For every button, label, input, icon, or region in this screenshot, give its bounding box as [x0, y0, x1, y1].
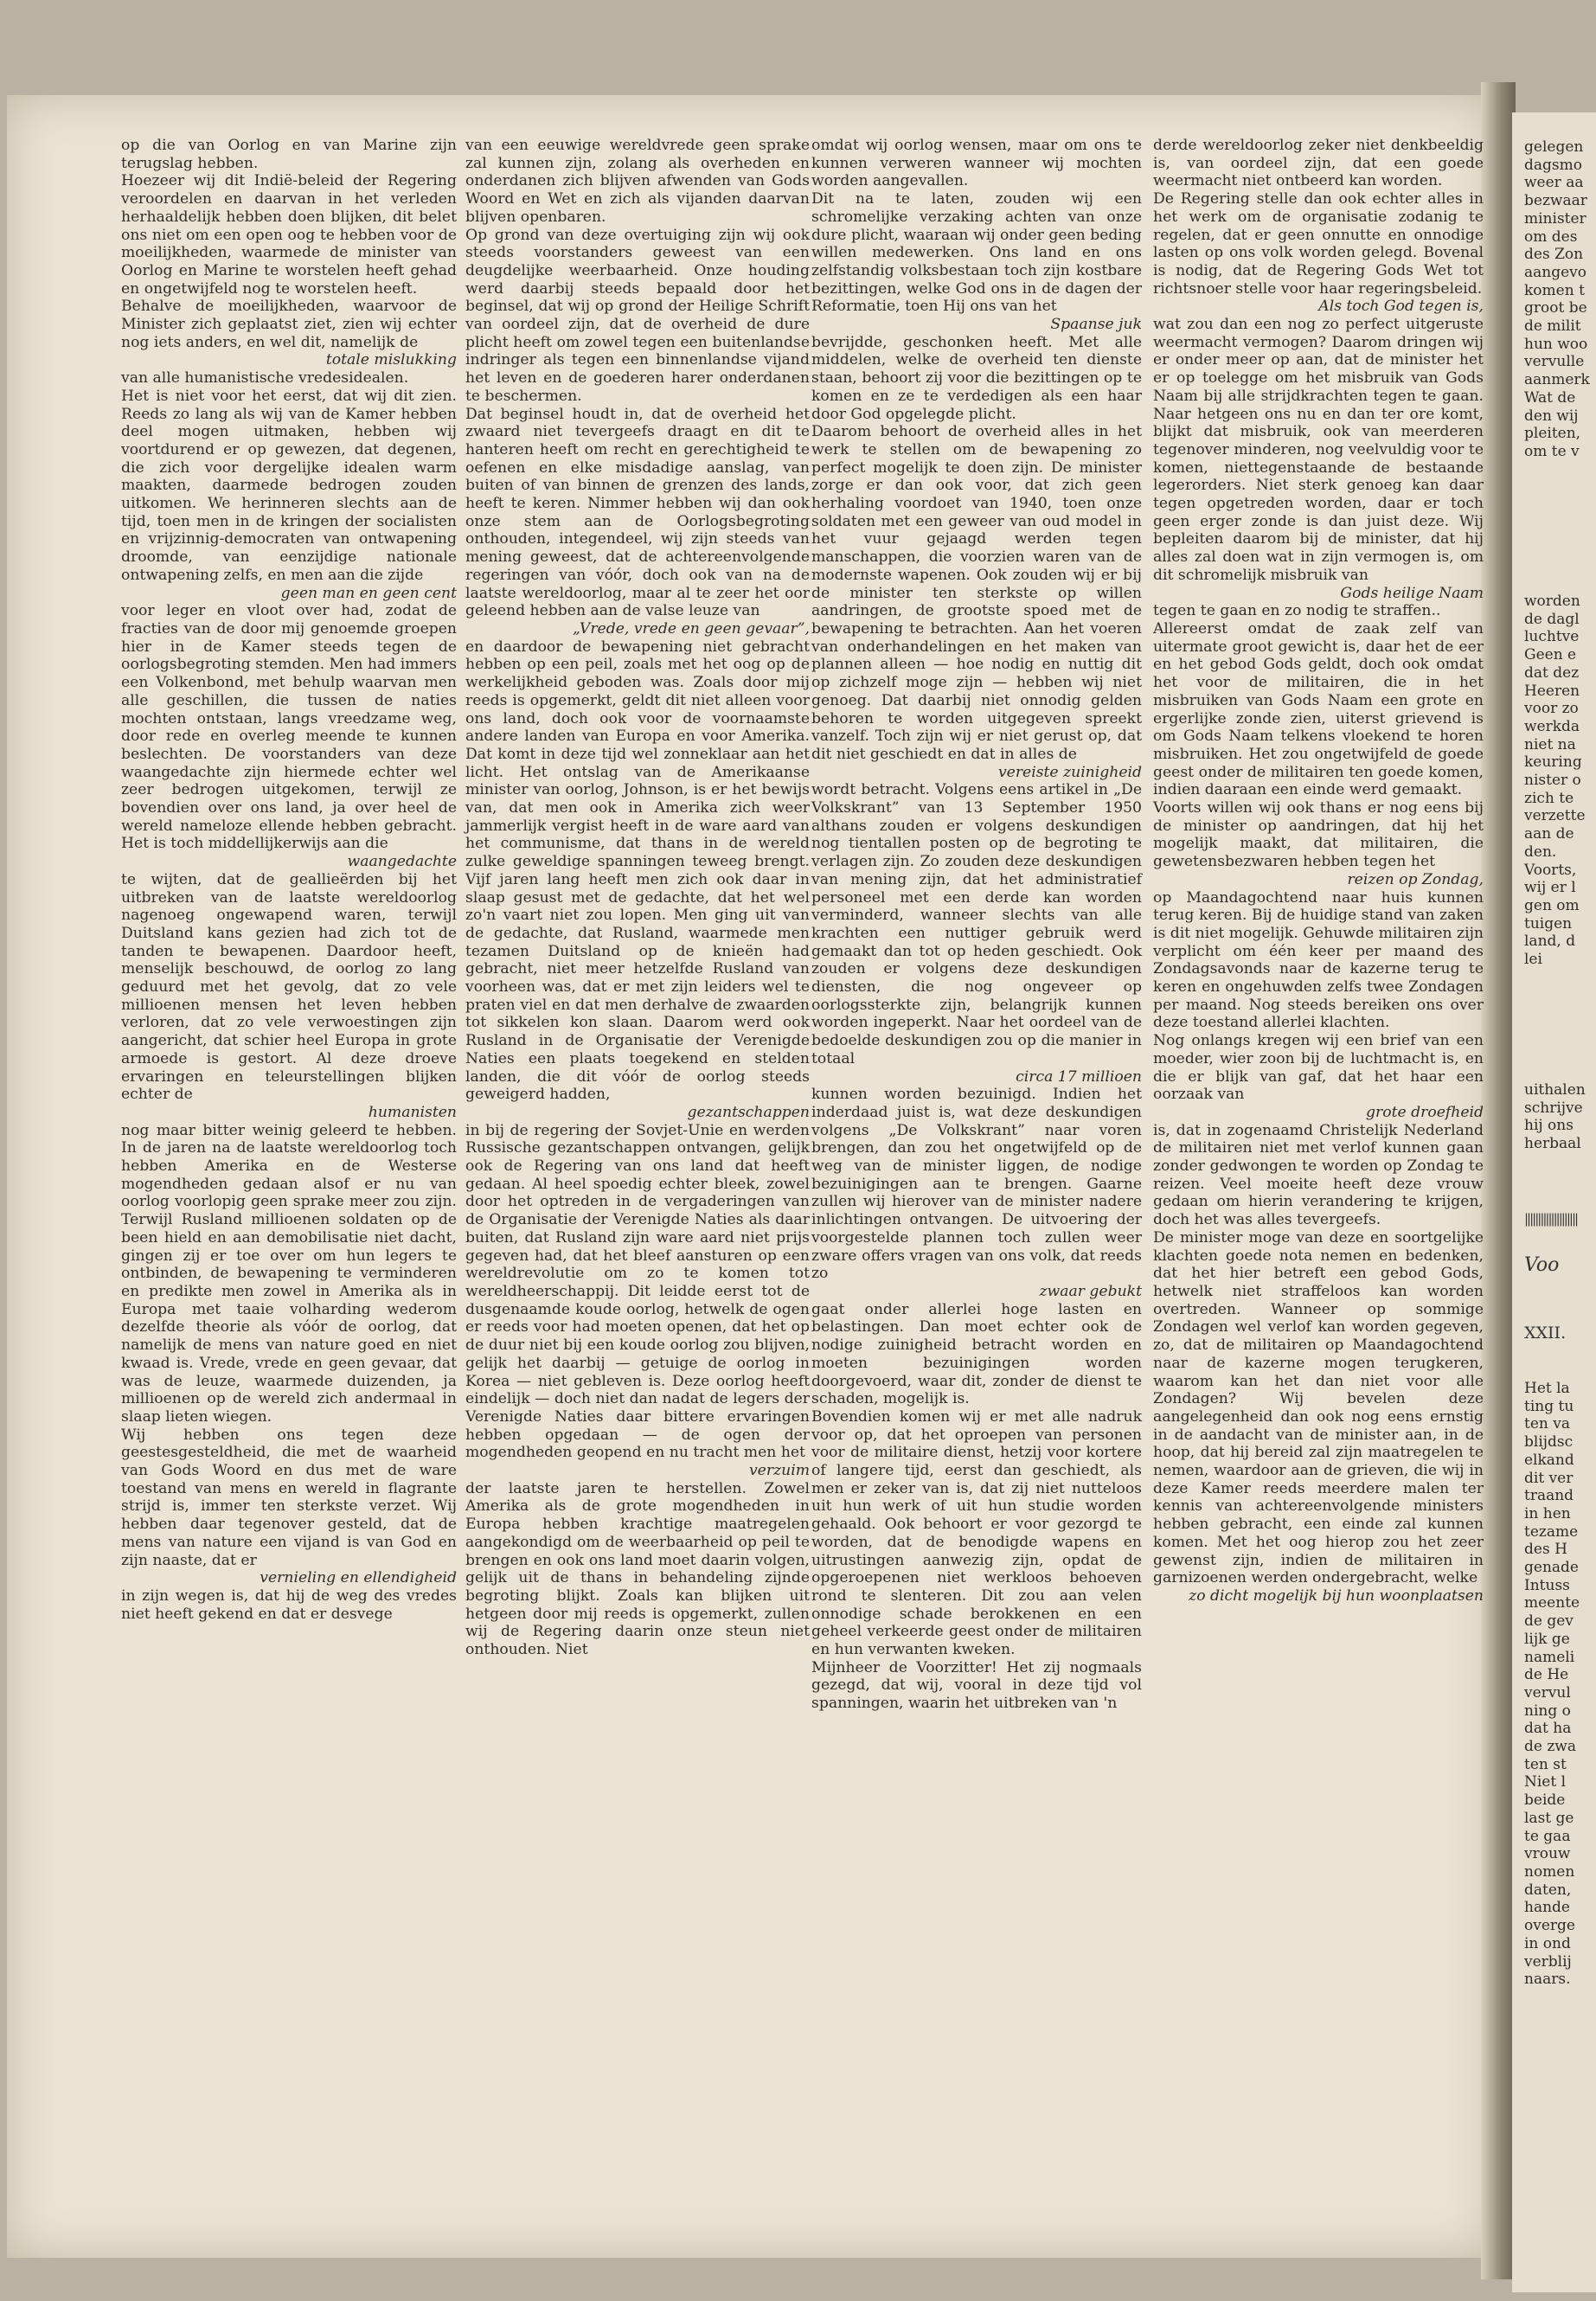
paragraph: Behalve de moeilijkheden, waarvoor de Minister zich geplaatst ziet, zien wij echter nog iets anders, en wel dit, namelijk de [121, 298, 457, 351]
paragraph: is, dat in zogenaamd Christelijk Nederland de militairen niet met verlof kunnen gaan zonder gedwongen te worden op Zondag te reizen. Veel moeite heeft deze vrouw gedaan om hierin verandering te krijgen, doch het was alles tevergeefs. [1153, 1121, 1484, 1229]
paragraph: in bij de regering der Sovjet-Unie en werden Russische gezantschappen ontvangen, gelijk ook de Regering van ons land dat heeft gedaan. Al heel spoedig echter bleek, zowel door het optreden in de vergaderingen van de Organisatie der Verenigde Naties als daar buiten, dat Rusland zijn ware aard niet prijs gegeven had, dat het bleef aansturen op een wereldrevolutie om zo te komen tot wereldheerschappij. Dit leidde eerst tot de dusgenaamde koude oorlog, hetwelk de ogen er reeds voor had moeten openen, dat het op de duur niet bij een koude oorlog zou blijven, gelijk het daarbij — getuige de oorlog in Korea — niet gebleven is. Deze oorlog heeft eindelijk — doch niet dan nadat de legers der Verenigde Naties daar bittere ervaringen hebben opgedaan — de ogen der mogendheden geopend en nu tracht men het [465, 1121, 810, 1462]
section-subheading: circa 17 millioen [1016, 1067, 1142, 1086]
page-spine [1481, 82, 1516, 2279]
barcode-strip: |||||||||||||||||||| [1524, 1211, 1578, 1227]
next-page-text-block: uithalen schrijve hij ons herbaal [1524, 1081, 1586, 1153]
paragraph: Allereerst omdat de zaak zelf van uitermate groot gewicht is, daar het de eer en het gebod Gods geldt, doch ook omdat het voor de militairen, die in het misbruiken van Gods Naam een grote en ergerlijke zonde zien, uiterst grievend is om Gods Naam telkens vloekend te horen misbruiken. Het zou ongetwijfeld de goede geest onder de militairen ten goede komen, indien daaraan een einde werd gemaakt. [1153, 619, 1484, 799]
paragraph: Mijnheer de Voorzitter! Het zij nogmaals gezegd, dat wij, vooral in deze tijd vol spanningen, waarin het uitbreken van 'n [811, 1658, 1142, 1713]
section-subheading: verzuim [748, 1462, 810, 1480]
paragraph: Voorts willen wij ook thans er nog eens bij de minister op aandringen, dat hij het mogelijk maakt, dat militairen, die gewetensbezwaren hebben tegen het [1153, 799, 1484, 871]
paragraph: omdat wij oorlog wensen, maar om ons te kunnen verweren wanneer wij mochten worden aangevallen. [811, 137, 1142, 190]
paragraph: Bovendien komen wij er met alle nadruk voor op, dat het oproepen van personen voor de militaire dienst, hetzij voor kortere of langere tijd, eerst dan geschiedt, als men er zeker van is, dat zij niet nutteloos uit hun werk of uit hun studie worden gehaald. Ook behoort er voor gezorgd te worden, dat de benodigde wapens en uitrustingen aanwezig zijn, opdat de opgeroepenen niet werkloos behoeven rond te slenteren. Dit zou aan velen onnodige schade berokkenen en een geheel verkeerde geest onder de militairen en hun verwanten kweken. [811, 1407, 1142, 1659]
section-subheading: humanisten [368, 1103, 457, 1121]
paragraph: van alle humanistische vredesidealen. [121, 369, 409, 388]
paragraph: op die van Oorlog en van Marine zijn terugslag hebben. [121, 137, 457, 172]
paragraph: en daardoor de bewapening niet gebracht hebben op een peil, zoals met het oog op de werkelijkheid geboden was. Zoals door mij reeds is opgemerkt, geldt dit niet alleen voor ons land, doch ook voor de voornaamste andere landen van Europa en voor Amerika. Dat komt in deze tijd wel zonneklaar aan het licht. Het ontslag van de Amerikaanse minister van oorlog, Johnson, is er het bewijs van, dat men ook in Amerika zich weer jammerlijk vergist heeft in de ware aard van het communisme, dat thans in de wereld zulke geweldige spanningen teweeg brengt. Vijf jaren lang heeft men zich ook daar in slaap gesust met de gedachte, dat het wel zo'n vaart niet zou lopen. Men ging uit van de gedachte, dat Rusland, waarmede men tezamen Duitsland op de knieën had gebracht, niet meer hetzelfde Rusland van voorheen was, dat er met zijn leiders wel te praten viel en dat men derhalve de zwaarden tot sikkelen kon slaan. Daarom werd ook Rusland in de Organisatie der Verenigde Naties een plaats toegekend en stelden landen, die dit vóór de oorlog steeds geweigerd hadden, [465, 638, 810, 1104]
section-subheading: reizen op Zondag, [1347, 870, 1484, 888]
paragraph: tegen te gaan en zo nodig te straffen.. [1153, 602, 1441, 620]
paragraph: bevrijdde, geschonken heeft. Met alle middelen, welke de overheid ten dienste staan, behoort zij voor die bezittingen op te komen en ze te verdedigen als een haar door God opgelegde plicht. [811, 333, 1142, 423]
text-column-1 [121, 137, 457, 1623]
section-subheading: gezantschappen [687, 1103, 810, 1121]
paragraph: Wij hebben ons tegen deze geestesgesteldheid, die met de waarheid van Gods Woord en dus met de ware toestand van mens en wereld in flagrante strijd is, immer ten sterkste verzet. Wij hebben daar tegenover gesteld, dat de mens van nature een vijand is van God en zijn naaste, dat er [121, 1426, 457, 1569]
paragraph: derde wereldoorlog zeker niet denkbeeldig is, van oordeel zijn, dat een goede weermacht niet ontbeerd kan worden. [1153, 137, 1484, 190]
section-subheading: „Vrede, vrede en geen gevaar”, [572, 619, 810, 638]
paragraph: Op grond van deze overtuiging zijn wij ook steeds voorstanders geweest van een deugdelijke weerbaarheid. Onze houding werd daarbij steeds bepaald door het beginsel, dat wij op grond der Heilige Schrift van oordeel zijn, dat de overheid de dure plicht heeft om zowel tegen een buitenlandse indringer als tegen een binnenlandse vijand het leven en de goederen harer onderdanen te beschermen. [465, 226, 810, 405]
paragraph: op Maandagochtend naar huis kunnen terug keren. Bij de huidige stand van zaken is dit niet mogelijk. Gehuwde militairen zijn verplicht om één keer per maand des Zondagsavonds naar de kazerne terug te keren en ongehuwden zelfs twee Zondagen per maand. Nog steeds bereiken ons over deze toestand allerlei klachten. [1153, 888, 1484, 1032]
next-page-text-block: gelegen dagsmo weer aa bezwaar minister om des des Zon aangevo komen t groot be de milit hun woo vervulle aanmerk Wat de den wij pleiten, om te v [1524, 138, 1590, 460]
paragraph: Hoezeer wij dit Indië-beleid der Regering veroordelen en daarvan in het verleden herhaaldelijk hebben doen blijken, dit belet ons niet om een open oog te hebben voor de moeilijkheden, waarmede de minister van Oorlog en Marine te worstelen heeft gehad en ongetwijfeld nog te worstelen heeft. [121, 172, 457, 298]
next-page-text-block: worden de dagl luchtve Geen e dat dez Heeren voor zo werkda niet na keuring nister o zich te verzette aan de den. Voorts, wij er l gen om tuigen land, d lei [1524, 593, 1586, 969]
paragraph: kunnen worden bezuinigd. Indien het inderdaad juist is, wat deze deskundigen volgens „De Volkskrant” naar voren brengen, dan zou het ongetwijfeld op de weg van de minister liggen, de nodige bezuinigingen aan te brengen. Gaarne zullen wij hierover van de minister nadere inlichtingen ontvangen. De uitvoering der voorgestelde plannen toch zullen weer zware offers vragen van ons volk, dat reeds zo [811, 1086, 1142, 1283]
section-subheading: geen man en geen cent [280, 584, 457, 602]
next-page-fragment [1512, 112, 1596, 2292]
section-subheading: Gods heilige Naam [1340, 584, 1484, 602]
paragraph: der laatste jaren te herstellen. Zowel Amerika als de grote mogendheden in Europa hebben krachtige maatregelen aangekondigd om de weerbaarheid op peil te brengen en ook ons land moet daarin volgen, gelijk uit de thans in behandeling zijnde begroting blijkt. Zoals kan blijken uit hetgeen door mij reeds is opgemerkt, zullen wij de Regering daarin onze steun niet onthouden. Niet [465, 1479, 810, 1659]
section-subheading: waangedachte [347, 853, 457, 871]
next-page-heading: Voo [1524, 1254, 1560, 1276]
paragraph: wordt betracht. Volgens eens artikel in „De Volkskrant” van 13 September 1950 althans zouden er volgens deskundigen nog tientallen posten op de begroting te verlagen zijn. Zo zouden deze deskundigen van mening zijn, dat het administratief personeel met een derde kan worden verminderd, wanneer slechts van alle krachten een nuttiger gebruik werd gemaakt dan tot op heden geschiedt. Ook zouden er volgens deze deskundigen diensten, die nog ongeveer op oorlogssterkte zijn, belangrijk kunnen worden ingeperkt. Naar het oordeel van de bedoelde deskundigen zou op die manier in totaal [811, 781, 1142, 1067]
paragraph: Nog onlangs kregen wij een brief van een moeder, wier zoon bij de luchtmacht is, en die er blijk van gaf, dat het haar een oorzaak van [1153, 1032, 1484, 1104]
paragraph: De minister moge van deze en soortgelijke klachten goede nota nemen en bedenken, dat het hier betreft een gebod Gods, hetwelk niet straffeloos kan worden overtreden. Wanneer op sommige Zondagen wel verlof kan worden gegeven, zo, dat de militairen op Maandagochtend naar de kazerne mogen terugkeren, waarom kan het dan niet voor alle Zondagen? Wij bevelen deze aangelegenheid dan ook nog eens ernstig in de aandacht van de minister aan, in de hoop, dat hij bereid zal zijn maatregelen te nemen, waardoor aan de grieven, die wij in deze Kamer reeds meerdere malen ter kennis van achtereenvolgende ministers hebben gebracht, een einde zal kunnen komen. Met het oog hierop zou het zeer gewenst zijn, indien de militairen in garnizoenen werden ondergebracht, welke [1153, 1228, 1484, 1587]
paragraph: nog maar bitter weinig geleerd te hebben. In de jaren na de laatste wereldoorlog toch hebben Amerika en de Westerse mogendheden gedaan alsof er nu van oorlog voorlopig geen sprake meer zou zijn. Terwijl Rusland millioenen soldaten op de been hield en aan demobilisatie niet dacht, gingen zij er toe over om hun legers te ontbinden, de bewapening te verminderen en predikte men zowel in Amerika als in Europa met taaie volharding wederom dezelfde theorie als vóór de oorlog, dat namelijk de mens van nature goed en niet kwaad is. Vrede, vrede en geen gevaar, dat was de leuze, waarmede duizenden, ja millioenen op de wereld zich andermaal in slaap lieten wiegen. [121, 1121, 457, 1426]
section-subheading: Als toch God tegen is, [1318, 298, 1484, 316]
paragraph: De Regering stelle dan ook echter alles in het werk om de organisatie zodanig te regelen, dat er geen onnutte en onnodige lasten op ons volk worden gelegd. Bovenal is nodig, dat de Regering Gods Wet tot richtsnoer stelle voor haar regeringsbeleid. [1153, 190, 1484, 298]
paragraph: Daarom behoort de overheid alles in het werk te stellen om de bewapening zo perfect mogelijk te doen zijn. De minister zorge er dan ook voor, dat zich geen herhaling voordoet van 1940, toen onze soldaten met een geweer van oud model in het vuur gejaagd werden tegen manschappen, die voorzien waren van de modernste wapenen. Ook zouden wij er bij de minister ten sterkste op willen aandringen, de grootste spoed met de bewapening te betrachten. Aan het voeren van onderhandelingen en het maken van plannen alleen — hoe nodig en nuttig dit op zichzelf moge zijn — hebben wij niet genoeg. Dat daarbij niet onnodig gelden behoren te worden uitgegeven spreekt vanzelf. Toch zijn wij er niet gerust op, dat dit niet geschiedt en dat in alles de [811, 423, 1142, 763]
paragraph: Dit na te laten, zouden wij een schromelijke verzaking achten van onze dure plicht, waaraan wij onder geen beding willen medewerken. Ons land en ons zelfstandig volksbestaan toch zijn kostbare bezittingen, welke God ons in de dagen der Reformatie, toen Hij ons van het [811, 190, 1142, 316]
paragraph: voor leger en vloot over had, zodat de fracties van de door mij genoemde groepen hier in de Kamer steeds tegen de oorlogsbegroting stemden. Men had immers een Volkenbond, met behulp waarvan men alle geschillen, die tussen de naties mochten ontstaan, langs vreedzame weg, door rede en overleg meende te kunnen beslechten. De voorstanders van deze waangedachte zijn hiermede echter wel zeer bedrogen uitgekomen, terwijl ze bovendien over ons land, ja over heel de wereld nameloze ellende hebben gebracht. Het is toch middellijkerwijs aan die [121, 602, 458, 853]
section-subheading: totale mislukking [325, 351, 457, 369]
text-column-4 [1153, 137, 1484, 1606]
section-subheading: Spaanse juk [1050, 316, 1142, 334]
paragraph: Dat beginsel houdt in, dat de overheid het zwaard niet tevergeefs draagt en dit te hanteren heeft om recht en gerechtigheid te oefenen en elke misdadige aanslag, van buiten of van binnen de grenzen des lands, heeft te keren. Nimmer hebben wij dan ook onze stem aan de Oorlogsbegroting onthouden, integendeel, wij zijn steeds van mening geweest, dat de achtereenvolgende regeringen van vóór, doch ook van na de laatste wereldoorlog, maar al te zeer het oor geleend hebben aan de valse leuze van [465, 405, 810, 620]
paragraph: gaat onder allerlei hoge lasten en belastingen. Dan moet echter ook de nodige zuinigheid betracht worden en moeten bezuinigingen worden doorgevoerd, waar dit, zonder de dienst te schaden, mogelijk is. [811, 1300, 1142, 1408]
next-page-text-block: Het la ting tu ten va blijdsc elkand dit ver traand in hen tezame des H genade Intuss meente de gev lijk ge nameli de He vervul ning o dat ha de zwa ten st Niet l beide last ge te gaa vrouw nomen daten, hande overge in ond verblij naars. [1524, 1380, 1580, 1989]
text-column-3 [811, 137, 1142, 1713]
section-subheading: vernieling en ellendigheid [260, 1569, 457, 1587]
paragraph: wat zou dan een nog zo perfect uitgeruste weermacht vermogen? Daarom dringen wij er onder meer op aan, dat de minister het er op toelegge om het misbruik van Gods Naam bij alle strijdkrachten tegen te gaan. Naar hetgeen ons nu en dan ter ore komt, blijkt dat misbruik, ook van meerderen tegenover minderen, nog veelvuldig voor te komen, niettegenstaande de bestaande legerorders. Niet sterk genoeg kan daar tegen opgetreden worden, daar er toch geen erger zonde is dan juist deze. Wij bepleiten daarom bij de minister, dat hij alles zal doen wat in zijn vermogen is, om dit schromelijk misbruik van [1153, 316, 1484, 584]
paragraph: te wijten, dat de geallieërden bij het uitbreken van de laatste wereldoorlog nagenoeg ongewapend waren, terwijl Duitsland kans gezien had zich tot de tanden te bewapenen. Daardoor heeft, menselijk beschouwd, de oorlog zo lang geduurd met het gevolg, dat zo vele millioenen mensen het leven hebben verloren, dat zo vele verwoestingen zijn aangericht, dat schier heel Europa in grote armoede is gestort. Al deze droeve ervaringen en teleurstellingen blijken echter de [121, 870, 457, 1104]
paragraph: Het is niet voor het eerst, dat wij dit zien. Reeds zo lang als wij van de Kamer hebben deel mogen uitmaken, hebben wij voortdurend er op gewezen, dat degenen, die zich voor dergelijke idealen warm maakten, daarmede bedrogen zouden uitkomen. We herinneren slechts aan de tijd, toen men in de kringen der socialisten en vrijzinnig-democraten van ontwapening droomde, van eenzijdige nationale ontwapening zelfs, en men aan die zijde [121, 387, 457, 584]
section-subheading: grote droefheid [1366, 1103, 1484, 1121]
paragraph: in zijn wegen is, dat hij de weg des vredes niet heeft gekend en dat er desvege [121, 1586, 457, 1623]
section-subheading: zwaar gebukt [1039, 1283, 1142, 1300]
section-subheading: zo dicht mogelijk bij hun woonplaatsen [1189, 1586, 1484, 1605]
next-page-chapter-number: XXII. [1524, 1324, 1567, 1343]
paragraph: van een eeuwige wereldvrede geen sprake zal kunnen zijn, zolang als overheden en onderdanen zich blijven afwenden van Gods Woord en Wet en zich als vijanden daarvan blijven openbaren. [465, 137, 810, 226]
section-subheading: vereiste zuinigheid [997, 763, 1142, 781]
text-column-2 [465, 137, 810, 1659]
